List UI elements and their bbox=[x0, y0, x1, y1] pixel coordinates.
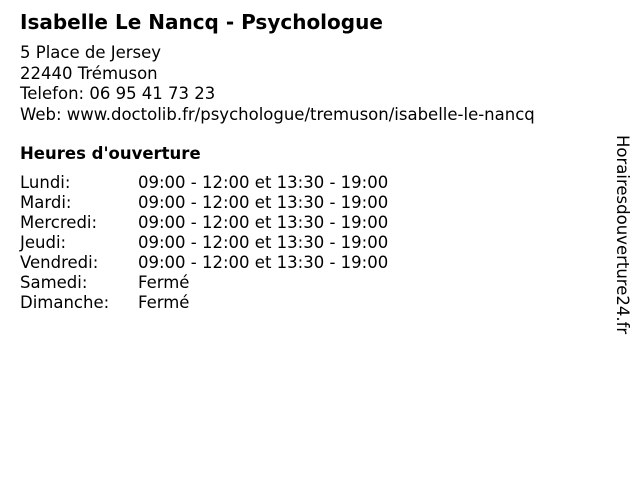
site-watermark: Horairesdouverture24.fr bbox=[613, 135, 632, 335]
hours-row bbox=[20, 273, 388, 293]
day-hours: 09:00 - 12:00 et 13:30 - 19:00 bbox=[138, 173, 389, 192]
day-hours: Fermé bbox=[138, 293, 190, 312]
day-label: Lundi: bbox=[20, 173, 71, 192]
website: Web: www.doctolib.fr/psychologue/tremuson/isabelle-le-nancq bbox=[20, 104, 535, 124]
opening-hours-title: Heures d'ouverture bbox=[20, 144, 201, 163]
day-hours: Fermé bbox=[138, 273, 190, 292]
hours-row bbox=[20, 193, 388, 213]
day-hours: 09:00 - 12:00 et 13:30 - 19:00 bbox=[138, 193, 389, 212]
hours-row bbox=[20, 173, 388, 193]
day-label: Samedi: bbox=[20, 273, 88, 292]
address-block bbox=[20, 43, 535, 125]
opening-hours-table bbox=[20, 173, 388, 313]
hours-row bbox=[20, 253, 388, 273]
city-postcode: 22440 Trémuson bbox=[20, 63, 158, 83]
day-label: Vendredi: bbox=[20, 253, 99, 272]
day-hours: 09:00 - 12:00 et 13:30 - 19:00 bbox=[138, 233, 389, 252]
day-label: Dimanche: bbox=[20, 293, 110, 312]
day-hours: 09:00 - 12:00 et 13:30 - 19:00 bbox=[138, 213, 389, 232]
day-label: Jeudi: bbox=[20, 233, 67, 252]
day-label: Mercredi: bbox=[20, 213, 98, 232]
street-address: 5 Place de Jersey bbox=[20, 43, 162, 62]
business-name: Isabelle Le Nancq - Psychologue bbox=[20, 10, 383, 34]
hours-row bbox=[20, 213, 388, 233]
phone-number: Telefon: 06 95 41 73 23 bbox=[20, 84, 216, 103]
day-hours: 09:00 - 12:00 et 13:30 - 19:00 bbox=[138, 253, 389, 272]
hours-row bbox=[20, 233, 388, 253]
hours-row bbox=[20, 293, 388, 313]
day-label: Mardi: bbox=[20, 193, 72, 212]
